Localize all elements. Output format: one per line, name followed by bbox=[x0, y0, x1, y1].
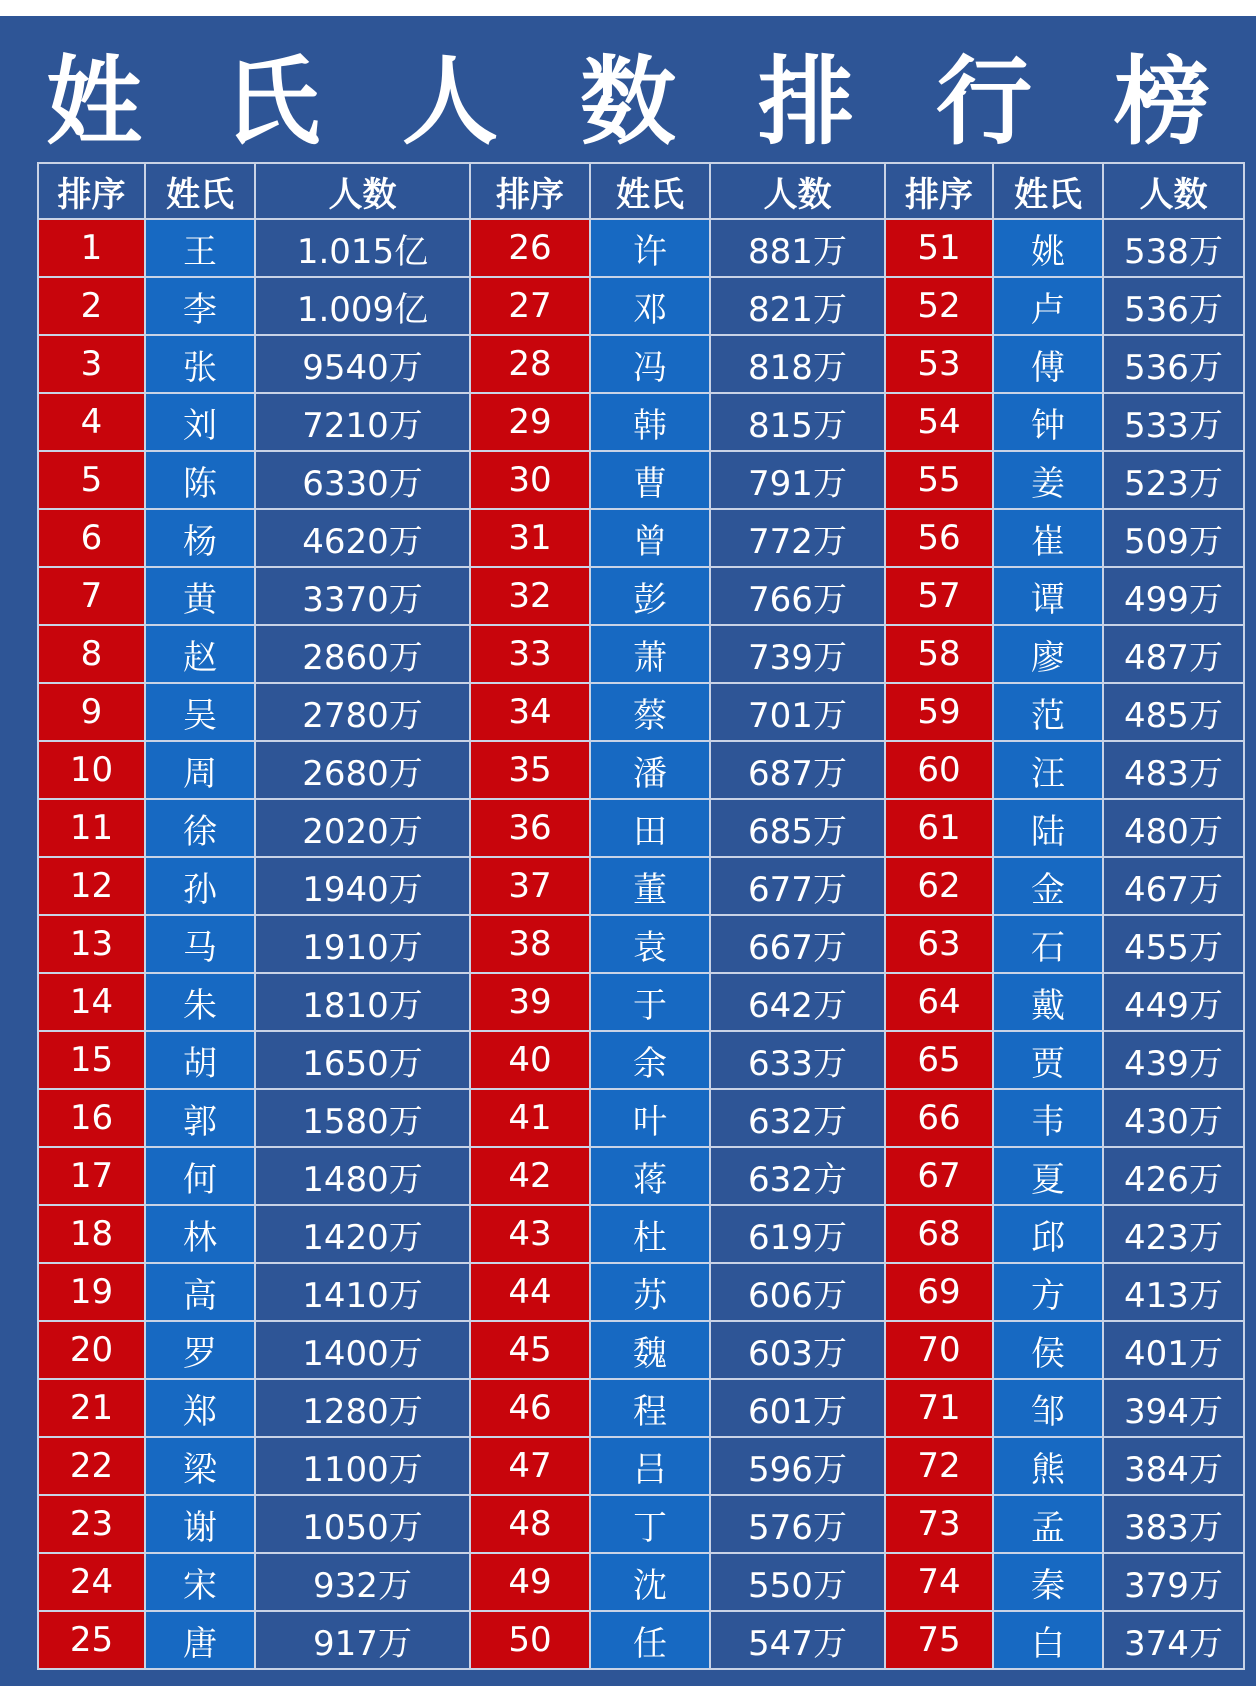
surname-cell: 邹 bbox=[993, 1379, 1103, 1437]
population-cell: 1050万 bbox=[255, 1495, 470, 1553]
rank-cell: 72 bbox=[885, 1437, 993, 1495]
population-cell: 603万 bbox=[710, 1321, 885, 1379]
table-row bbox=[38, 915, 1244, 973]
surname-cell: 邱 bbox=[993, 1205, 1103, 1263]
population-cell: 467万 bbox=[1103, 857, 1244, 915]
rank-cell: 17 bbox=[38, 1147, 145, 1205]
population-cell: 485万 bbox=[1103, 683, 1244, 741]
surname-cell: 任 bbox=[590, 1611, 710, 1669]
rank-cell: 31 bbox=[470, 509, 590, 567]
rank-cell: 46 bbox=[470, 1379, 590, 1437]
title-char: 数 bbox=[580, 45, 676, 158]
table-row bbox=[38, 1437, 1244, 1495]
population-cell: 423万 bbox=[1103, 1205, 1244, 1263]
population-cell: 1420万 bbox=[255, 1205, 470, 1263]
population-cell: 576万 bbox=[710, 1495, 885, 1553]
table-row bbox=[38, 1089, 1244, 1147]
population-cell: 430万 bbox=[1103, 1089, 1244, 1147]
population-cell: 1810万 bbox=[255, 973, 470, 1031]
population-cell: 818万 bbox=[710, 335, 885, 393]
population-cell: 677万 bbox=[710, 857, 885, 915]
surname-cell: 李 bbox=[145, 277, 255, 335]
population-cell: 1410万 bbox=[255, 1263, 470, 1321]
surname-cell: 蒋 bbox=[590, 1147, 710, 1205]
rank-cell: 54 bbox=[885, 393, 993, 451]
population-cell: 374万 bbox=[1103, 1611, 1244, 1669]
population-cell: 791万 bbox=[710, 451, 885, 509]
rank-cell: 22 bbox=[38, 1437, 145, 1495]
rank-cell: 70 bbox=[885, 1321, 993, 1379]
rank-cell: 13 bbox=[38, 915, 145, 973]
rank-cell: 23 bbox=[38, 1495, 145, 1553]
surname-cell: 罗 bbox=[145, 1321, 255, 1379]
column-header: 排序 bbox=[38, 163, 145, 219]
rank-cell: 45 bbox=[470, 1321, 590, 1379]
surname-cell: 张 bbox=[145, 335, 255, 393]
rank-cell: 20 bbox=[38, 1321, 145, 1379]
rank-cell: 37 bbox=[470, 857, 590, 915]
population-cell: 547万 bbox=[710, 1611, 885, 1669]
surname-cell: 石 bbox=[993, 915, 1103, 973]
surname-cell: 周 bbox=[145, 741, 255, 799]
population-cell: 772万 bbox=[710, 509, 885, 567]
population-cell: 642万 bbox=[710, 973, 885, 1031]
rank-cell: 33 bbox=[470, 625, 590, 683]
population-cell: 413万 bbox=[1103, 1263, 1244, 1321]
title-char: 排 bbox=[758, 45, 854, 158]
population-cell: 739万 bbox=[710, 625, 885, 683]
population-cell: 601万 bbox=[710, 1379, 885, 1437]
rank-cell: 38 bbox=[470, 915, 590, 973]
population-cell: 2020万 bbox=[255, 799, 470, 857]
surname-cell: 谢 bbox=[145, 1495, 255, 1553]
surname-cell: 胡 bbox=[145, 1031, 255, 1089]
population-cell: 455万 bbox=[1103, 915, 1244, 973]
population-cell: 536万 bbox=[1103, 277, 1244, 335]
surname-cell: 萧 bbox=[590, 625, 710, 683]
surname-cell: 魏 bbox=[590, 1321, 710, 1379]
population-cell: 550万 bbox=[710, 1553, 885, 1611]
rank-cell: 26 bbox=[470, 219, 590, 277]
surname-cell: 郑 bbox=[145, 1379, 255, 1437]
table-row bbox=[38, 741, 1244, 799]
table-row bbox=[38, 451, 1244, 509]
surname-cell: 谭 bbox=[993, 567, 1103, 625]
population-cell: 3370万 bbox=[255, 567, 470, 625]
column-header: 排序 bbox=[470, 163, 590, 219]
population-cell: 1.015亿 bbox=[255, 219, 470, 277]
table-row bbox=[38, 1553, 1244, 1611]
rank-cell: 4 bbox=[38, 393, 145, 451]
rank-cell: 10 bbox=[38, 741, 145, 799]
surname-cell: 孟 bbox=[993, 1495, 1103, 1553]
table-body bbox=[38, 219, 1244, 1669]
population-cell: 917万 bbox=[255, 1611, 470, 1669]
rank-cell: 61 bbox=[885, 799, 993, 857]
surname-cell: 崔 bbox=[993, 509, 1103, 567]
surname-ranking-table bbox=[37, 162, 1245, 1670]
population-cell: 383万 bbox=[1103, 1495, 1244, 1553]
title-char: 榜 bbox=[1114, 45, 1210, 158]
table-row bbox=[38, 799, 1244, 857]
rank-cell: 14 bbox=[38, 973, 145, 1031]
surname-cell: 侯 bbox=[993, 1321, 1103, 1379]
population-cell: 1650万 bbox=[255, 1031, 470, 1089]
surname-cell: 方 bbox=[993, 1263, 1103, 1321]
column-header: 姓氏 bbox=[145, 163, 255, 219]
population-cell: 1480万 bbox=[255, 1147, 470, 1205]
population-cell: 449万 bbox=[1103, 973, 1244, 1031]
rank-cell: 21 bbox=[38, 1379, 145, 1437]
population-cell: 821万 bbox=[710, 277, 885, 335]
table-row bbox=[38, 219, 1244, 277]
surname-cell: 袁 bbox=[590, 915, 710, 973]
surname-cell: 丁 bbox=[590, 1495, 710, 1553]
surname-cell: 卢 bbox=[993, 277, 1103, 335]
table-row bbox=[38, 1495, 1244, 1553]
surname-cell: 杜 bbox=[590, 1205, 710, 1263]
surname-cell: 姜 bbox=[993, 451, 1103, 509]
rank-cell: 69 bbox=[885, 1263, 993, 1321]
surname-cell: 汪 bbox=[993, 741, 1103, 799]
population-cell: 1280万 bbox=[255, 1379, 470, 1437]
surname-cell: 梁 bbox=[145, 1437, 255, 1495]
surname-cell: 戴 bbox=[993, 973, 1103, 1031]
surname-cell: 何 bbox=[145, 1147, 255, 1205]
population-cell: 1580万 bbox=[255, 1089, 470, 1147]
population-cell: 632万 bbox=[710, 1089, 885, 1147]
surname-cell: 冯 bbox=[590, 335, 710, 393]
column-header: 人数 bbox=[255, 163, 470, 219]
population-cell: 483万 bbox=[1103, 741, 1244, 799]
population-cell: 1400万 bbox=[255, 1321, 470, 1379]
population-cell: 1.009亿 bbox=[255, 277, 470, 335]
population-cell: 701万 bbox=[710, 683, 885, 741]
rank-cell: 55 bbox=[885, 451, 993, 509]
population-cell: 536万 bbox=[1103, 335, 1244, 393]
population-cell: 487万 bbox=[1103, 625, 1244, 683]
population-cell: 1100万 bbox=[255, 1437, 470, 1495]
rank-cell: 68 bbox=[885, 1205, 993, 1263]
surname-cell: 傅 bbox=[993, 335, 1103, 393]
population-cell: 538万 bbox=[1103, 219, 1244, 277]
rank-cell: 73 bbox=[885, 1495, 993, 1553]
table-row bbox=[38, 857, 1244, 915]
surname-cell: 秦 bbox=[993, 1553, 1103, 1611]
population-cell: 7210万 bbox=[255, 393, 470, 451]
rank-cell: 53 bbox=[885, 335, 993, 393]
rank-cell: 62 bbox=[885, 857, 993, 915]
population-cell: 881万 bbox=[710, 219, 885, 277]
title-char: 行 bbox=[936, 45, 1032, 158]
surname-cell: 赵 bbox=[145, 625, 255, 683]
surname-cell: 杨 bbox=[145, 509, 255, 567]
table-row bbox=[38, 335, 1244, 393]
table-row bbox=[38, 1147, 1244, 1205]
surname-cell: 陈 bbox=[145, 451, 255, 509]
rank-cell: 56 bbox=[885, 509, 993, 567]
population-cell: 4620万 bbox=[255, 509, 470, 567]
rank-cell: 41 bbox=[470, 1089, 590, 1147]
surname-cell: 陆 bbox=[993, 799, 1103, 857]
surname-cell: 潘 bbox=[590, 741, 710, 799]
surname-cell: 熊 bbox=[993, 1437, 1103, 1495]
rank-cell: 1 bbox=[38, 219, 145, 277]
surname-cell: 郭 bbox=[145, 1089, 255, 1147]
table-row bbox=[38, 625, 1244, 683]
poster bbox=[0, 16, 1256, 1686]
table-row bbox=[38, 509, 1244, 567]
surname-cell: 唐 bbox=[145, 1611, 255, 1669]
surname-cell: 叶 bbox=[590, 1089, 710, 1147]
surname-cell: 韦 bbox=[993, 1089, 1103, 1147]
population-cell: 932万 bbox=[255, 1553, 470, 1611]
surname-cell: 刘 bbox=[145, 393, 255, 451]
rank-cell: 67 bbox=[885, 1147, 993, 1205]
table-row bbox=[38, 973, 1244, 1031]
table-row bbox=[38, 277, 1244, 335]
rank-cell: 44 bbox=[470, 1263, 590, 1321]
rank-cell: 74 bbox=[885, 1553, 993, 1611]
rank-cell: 9 bbox=[38, 683, 145, 741]
rank-cell: 12 bbox=[38, 857, 145, 915]
title-char: 姓 bbox=[46, 45, 142, 158]
rank-cell: 50 bbox=[470, 1611, 590, 1669]
surname-cell: 蔡 bbox=[590, 683, 710, 741]
surname-cell: 夏 bbox=[993, 1147, 1103, 1205]
population-cell: 1940万 bbox=[255, 857, 470, 915]
surname-cell: 徐 bbox=[145, 799, 255, 857]
rank-cell: 39 bbox=[470, 973, 590, 1031]
rank-cell: 60 bbox=[885, 741, 993, 799]
column-header: 人数 bbox=[710, 163, 885, 219]
surname-cell: 贾 bbox=[993, 1031, 1103, 1089]
population-cell: 9540万 bbox=[255, 335, 470, 393]
surname-cell: 金 bbox=[993, 857, 1103, 915]
table-row bbox=[38, 1263, 1244, 1321]
surname-cell: 程 bbox=[590, 1379, 710, 1437]
surname-cell: 钟 bbox=[993, 393, 1103, 451]
rank-cell: 3 bbox=[38, 335, 145, 393]
title-char: 氏 bbox=[224, 45, 320, 158]
surname-cell: 于 bbox=[590, 973, 710, 1031]
population-cell: 509万 bbox=[1103, 509, 1244, 567]
rank-cell: 40 bbox=[470, 1031, 590, 1089]
rank-cell: 49 bbox=[470, 1553, 590, 1611]
population-cell: 533万 bbox=[1103, 393, 1244, 451]
surname-cell: 吴 bbox=[145, 683, 255, 741]
surname-cell: 姚 bbox=[993, 219, 1103, 277]
table-row bbox=[38, 1031, 1244, 1089]
column-header: 姓氏 bbox=[993, 163, 1103, 219]
population-cell: 687万 bbox=[710, 741, 885, 799]
surname-cell: 林 bbox=[145, 1205, 255, 1263]
column-header: 姓氏 bbox=[590, 163, 710, 219]
rank-cell: 15 bbox=[38, 1031, 145, 1089]
rank-cell: 64 bbox=[885, 973, 993, 1031]
page-title bbox=[0, 34, 1256, 158]
rank-cell: 28 bbox=[470, 335, 590, 393]
surname-cell: 宋 bbox=[145, 1553, 255, 1611]
surname-cell: 曹 bbox=[590, 451, 710, 509]
rank-cell: 11 bbox=[38, 799, 145, 857]
rank-cell: 34 bbox=[470, 683, 590, 741]
population-cell: 685万 bbox=[710, 799, 885, 857]
table-row bbox=[38, 1379, 1244, 1437]
rank-cell: 65 bbox=[885, 1031, 993, 1089]
population-cell: 633万 bbox=[710, 1031, 885, 1089]
rank-cell: 18 bbox=[38, 1205, 145, 1263]
surname-cell: 吕 bbox=[590, 1437, 710, 1495]
surname-cell: 余 bbox=[590, 1031, 710, 1089]
table-row bbox=[38, 567, 1244, 625]
column-header: 人数 bbox=[1103, 163, 1244, 219]
population-cell: 439万 bbox=[1103, 1031, 1244, 1089]
surname-cell: 田 bbox=[590, 799, 710, 857]
column-header: 排序 bbox=[885, 163, 993, 219]
population-cell: 401万 bbox=[1103, 1321, 1244, 1379]
population-cell: 1910万 bbox=[255, 915, 470, 973]
rank-cell: 30 bbox=[470, 451, 590, 509]
table-row bbox=[38, 683, 1244, 741]
rank-cell: 5 bbox=[38, 451, 145, 509]
rank-cell: 7 bbox=[38, 567, 145, 625]
table-row bbox=[38, 393, 1244, 451]
rank-cell: 57 bbox=[885, 567, 993, 625]
surname-cell: 马 bbox=[145, 915, 255, 973]
population-cell: 606万 bbox=[710, 1263, 885, 1321]
surname-cell: 董 bbox=[590, 857, 710, 915]
rank-cell: 43 bbox=[470, 1205, 590, 1263]
surname-cell: 孙 bbox=[145, 857, 255, 915]
population-cell: 2780万 bbox=[255, 683, 470, 741]
rank-cell: 8 bbox=[38, 625, 145, 683]
population-cell: 632方 bbox=[710, 1147, 885, 1205]
rank-cell: 63 bbox=[885, 915, 993, 973]
table-row bbox=[38, 1611, 1244, 1669]
rank-cell: 27 bbox=[470, 277, 590, 335]
rank-cell: 2 bbox=[38, 277, 145, 335]
population-cell: 523万 bbox=[1103, 451, 1244, 509]
population-cell: 6330万 bbox=[255, 451, 470, 509]
population-cell: 667万 bbox=[710, 915, 885, 973]
population-cell: 596万 bbox=[710, 1437, 885, 1495]
surname-cell: 范 bbox=[993, 683, 1103, 741]
surname-cell: 廖 bbox=[993, 625, 1103, 683]
table-row bbox=[38, 1321, 1244, 1379]
surname-cell: 邓 bbox=[590, 277, 710, 335]
rank-cell: 59 bbox=[885, 683, 993, 741]
rank-cell: 48 bbox=[470, 1495, 590, 1553]
rank-cell: 51 bbox=[885, 219, 993, 277]
population-cell: 426万 bbox=[1103, 1147, 1244, 1205]
rank-cell: 24 bbox=[38, 1553, 145, 1611]
population-cell: 379万 bbox=[1103, 1553, 1244, 1611]
surname-cell: 王 bbox=[145, 219, 255, 277]
surname-cell: 黄 bbox=[145, 567, 255, 625]
rank-cell: 29 bbox=[470, 393, 590, 451]
rank-cell: 58 bbox=[885, 625, 993, 683]
table-header-row bbox=[38, 163, 1244, 219]
surname-cell: 许 bbox=[590, 219, 710, 277]
rank-cell: 6 bbox=[38, 509, 145, 567]
population-cell: 766万 bbox=[710, 567, 885, 625]
rank-cell: 42 bbox=[470, 1147, 590, 1205]
rank-cell: 19 bbox=[38, 1263, 145, 1321]
surname-cell: 苏 bbox=[590, 1263, 710, 1321]
rank-cell: 32 bbox=[470, 567, 590, 625]
population-cell: 619万 bbox=[710, 1205, 885, 1263]
population-cell: 384万 bbox=[1103, 1437, 1244, 1495]
rank-cell: 36 bbox=[470, 799, 590, 857]
rank-cell: 52 bbox=[885, 277, 993, 335]
surname-cell: 彭 bbox=[590, 567, 710, 625]
rank-cell: 35 bbox=[470, 741, 590, 799]
surname-cell: 高 bbox=[145, 1263, 255, 1321]
surname-cell: 曾 bbox=[590, 509, 710, 567]
rank-cell: 71 bbox=[885, 1379, 993, 1437]
rank-cell: 75 bbox=[885, 1611, 993, 1669]
population-cell: 815万 bbox=[710, 393, 885, 451]
rank-cell: 25 bbox=[38, 1611, 145, 1669]
population-cell: 499万 bbox=[1103, 567, 1244, 625]
rank-cell: 66 bbox=[885, 1089, 993, 1147]
surname-cell: 沈 bbox=[590, 1553, 710, 1611]
surname-cell: 白 bbox=[993, 1611, 1103, 1669]
population-cell: 2680万 bbox=[255, 741, 470, 799]
rank-cell: 16 bbox=[38, 1089, 145, 1147]
population-cell: 2860万 bbox=[255, 625, 470, 683]
table-row bbox=[38, 1205, 1244, 1263]
surname-cell: 朱 bbox=[145, 973, 255, 1031]
rank-cell: 47 bbox=[470, 1437, 590, 1495]
population-cell: 394万 bbox=[1103, 1379, 1244, 1437]
population-cell: 480万 bbox=[1103, 799, 1244, 857]
title-char: 人 bbox=[402, 45, 498, 158]
surname-cell: 韩 bbox=[590, 393, 710, 451]
